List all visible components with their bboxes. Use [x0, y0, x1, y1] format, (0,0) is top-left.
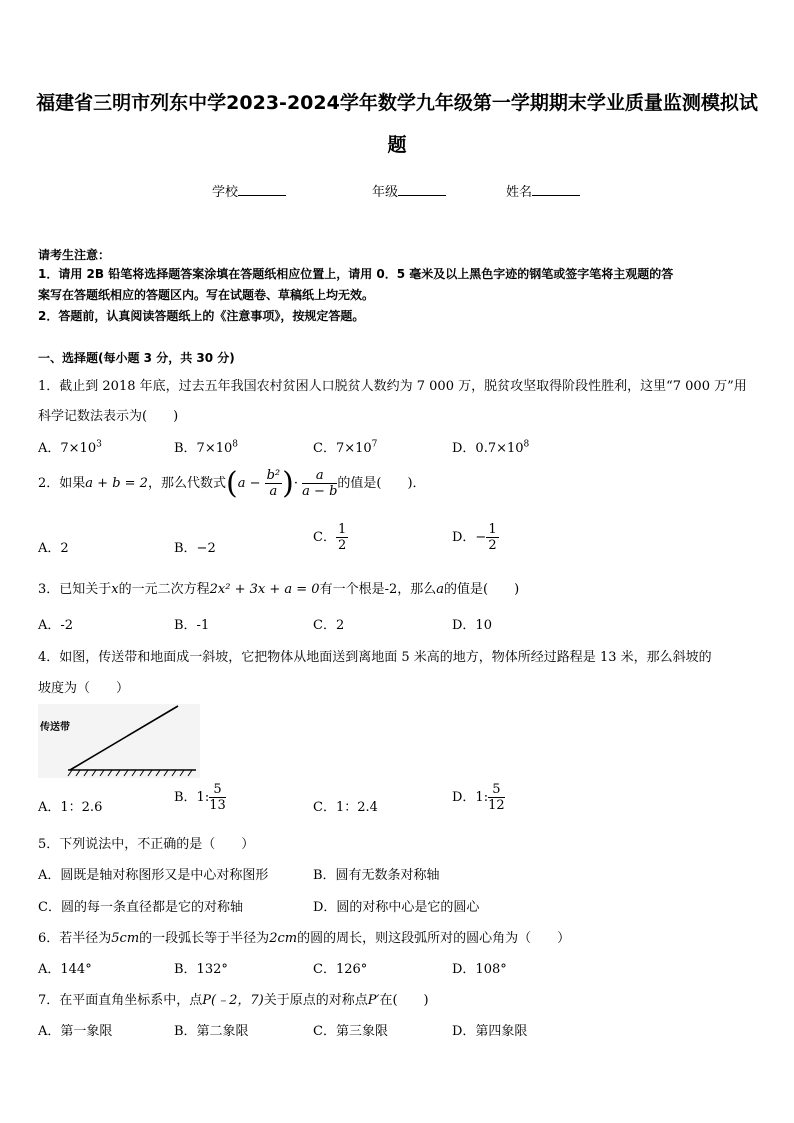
- q2-option-c[interactable]: C． $\frac{1}{2}$: [313, 522, 347, 553]
- section-heading: 一、选择题(每小题 3 分，共 30 分): [38, 351, 235, 365]
- school-blank[interactable]: [238, 183, 286, 196]
- grade-label: 年级: [372, 185, 399, 200]
- q1-option-a[interactable]: A．$7\times 10^3$: [38, 439, 102, 456]
- q3-option-c[interactable]: C．2: [313, 618, 345, 633]
- q1-text-b: 科学记数法表示为( ): [38, 409, 179, 424]
- notice-item-1a: 1．请用 2B 铅笔将选择题答案涂填在答题纸相应位置上，请用 0．5 毫米及以上黑色字迹的钢笔或签字笔将主观题的答: [38, 267, 674, 281]
- figure-label: 传送带: [40, 722, 70, 733]
- q2-fraction-2: $\frac{a}{a - b}$: [302, 468, 338, 499]
- q1-option-c[interactable]: C．$7\times 10^7$: [313, 439, 378, 456]
- q5-option-b[interactable]: B．圆有无数条对称轴: [313, 868, 440, 883]
- q4-text-b: 坡度为（ ）: [38, 681, 130, 696]
- q2-option-d[interactable]: D．− $\frac{1}{2}$: [452, 522, 497, 553]
- q7-option-d[interactable]: D．第四象限: [452, 1024, 528, 1039]
- notice-heading: 请考生注意：: [38, 248, 111, 262]
- q1-option-b[interactable]: B．$7\times 10^8$: [174, 439, 238, 456]
- q3-text: 3．已知关于x的一元二次方程2x² + 3x + a = 0有一个根是-2，那么a的值是( ): [38, 582, 520, 597]
- q4-option-b[interactable]: B．1: $\frac{5}{13}$: [174, 782, 226, 813]
- notice-item-2: 2．答题前，认真阅读答题纸上的《注意事项》，按规定答题。: [38, 309, 365, 323]
- q4-text-a: 4．如图，传送带和地面成一斜坡，它把物体从地面送到离地面 5 米高的地方，物体所经过路程是 13 米，那么斜坡的: [38, 650, 712, 665]
- q2-option-a[interactable]: A．2: [38, 541, 69, 556]
- school-field[interactable]: [212, 181, 286, 200]
- q4-option-d[interactable]: D．1: $\frac{5}{12}$: [452, 782, 505, 813]
- q5-option-a[interactable]: A．圆既是轴对称图形又是中心对称图形: [38, 868, 269, 883]
- q7-text: 7．在平面直角坐标系中，点P(﹣2，7)关于原点的对称点P′在( ): [38, 993, 429, 1008]
- q2-option-b[interactable]: B．−2: [174, 541, 216, 556]
- q6-option-c[interactable]: C．126°: [313, 962, 368, 977]
- name-label: 姓名: [506, 185, 533, 200]
- q6-option-b[interactable]: B．132°: [174, 962, 228, 977]
- q6-option-d[interactable]: D．108°: [452, 962, 507, 977]
- school-label: 学校: [212, 185, 239, 200]
- conveyor-figure: [38, 704, 200, 778]
- q2-condition: a + b = 2: [85, 476, 148, 491]
- q3-option-d[interactable]: D．10: [452, 618, 492, 633]
- q1-text-a: 1．截止到 2018 年底，过去五年我国农村贫困人口脱贫人数约为 7 000 万，脱贫攻坚取得阶段性胜利，这里“7 000 万”用: [38, 379, 747, 394]
- exam-title: 福建省三明市列东中学2023-2024学年数学九年级第一学期期末学业质量监测模拟试: [36, 92, 758, 114]
- q3-option-a[interactable]: A．-2: [38, 618, 74, 633]
- q4-option-a[interactable]: A．1：2.6: [38, 800, 103, 815]
- notice-item-1b: 案写在答题纸相应的答题区内。写在试题卷、草稿纸上均无效。: [38, 288, 375, 302]
- name-blank[interactable]: [532, 183, 580, 196]
- q5-option-c[interactable]: C．圆的每一条直径都是它的对称轴: [38, 900, 243, 915]
- q5-option-d[interactable]: D．圆的对称中心是它的圆心: [313, 900, 480, 915]
- q7-option-a[interactable]: A．第一象限: [38, 1024, 113, 1039]
- q5-text: 5．下列说法中，不正确的是（ ）: [38, 837, 255, 852]
- q2-fraction-1: $\frac{\text{b²}}{a}$: [266, 468, 281, 499]
- q1-option-d[interactable]: D．$0.7\times 10^8$: [452, 439, 530, 456]
- name-field[interactable]: [506, 181, 580, 200]
- q6-text: 6．若半径为5cm的一段弧长等于半径为2cm的圆的周长，则这段弧所对的圆心角为（ ）: [38, 931, 571, 946]
- q7-option-c[interactable]: C．第三象限: [313, 1024, 388, 1039]
- grade-blank[interactable]: [398, 183, 446, 196]
- q3-option-b[interactable]: B．-1: [174, 618, 210, 633]
- q6-option-a[interactable]: A．144°: [38, 962, 92, 977]
- q3-equation: 2x² + 3x + a = 0: [209, 582, 320, 597]
- grade-field[interactable]: [372, 181, 446, 200]
- exam-title-continued: 题: [387, 134, 407, 156]
- q4-option-c[interactable]: C．1：2.4: [313, 800, 378, 815]
- q2-text: 2．如果a + b = 2，那么代数式(a − $\frac{\text{b²}}{a}$ )· $\frac{a}{a - b}$ 的值是( )．: [38, 466, 426, 501]
- conveyor-slope-diagram: [38, 704, 200, 778]
- q7-option-b[interactable]: B．第二象限: [174, 1024, 249, 1039]
